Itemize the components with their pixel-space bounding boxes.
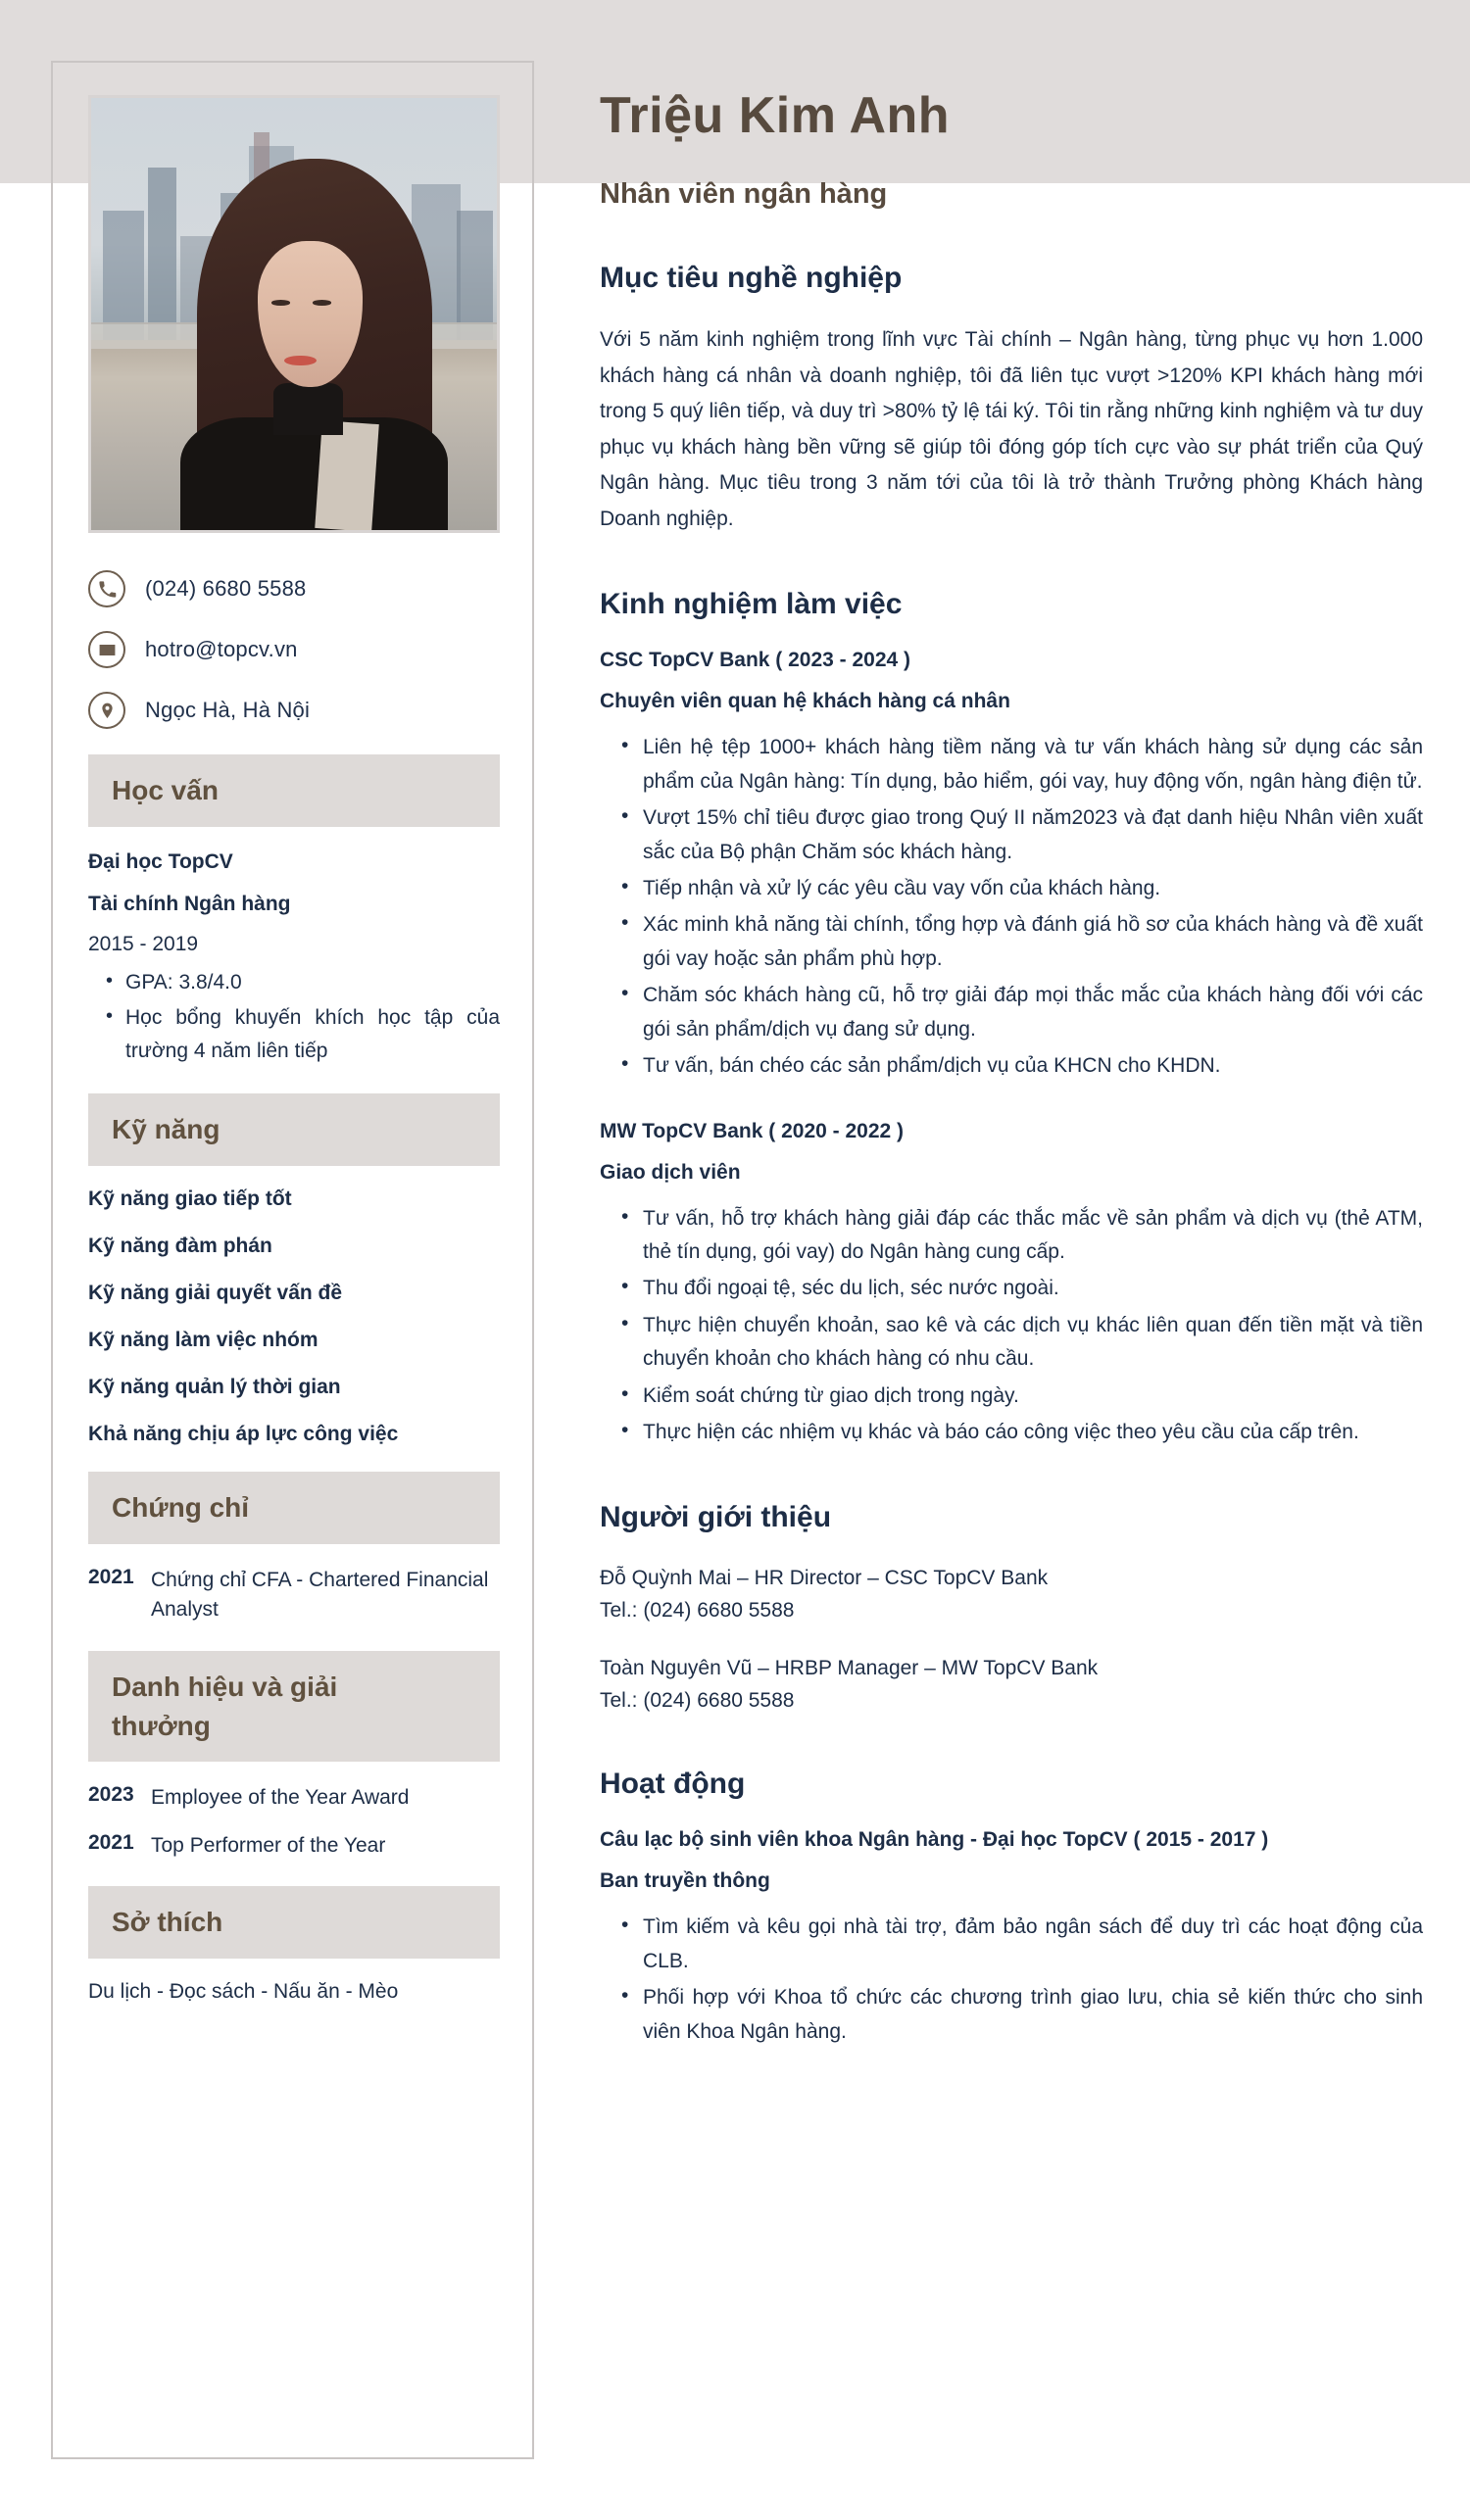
experience-job <box>600 649 1423 1083</box>
awards-body <box>88 1783 500 1861</box>
contact-email-text: hotro@topcv.vn <box>145 637 298 661</box>
section-references <box>600 1501 1423 1718</box>
list-item: • Thu đổi ngoại tệ, séc du lịch, séc nước ngoài. <box>621 1272 1423 1305</box>
job-position: Chuyên viên quan hệ khách hàng cá nhân <box>600 690 1010 713</box>
contact-phone-text: (024) 6680 5588 <box>145 576 307 601</box>
job-company: MW TopCV Bank ( 2020 - 2022 ) <box>600 1119 905 1142</box>
section-header-skills: Kỹ năng <box>88 1093 500 1166</box>
section-title-experience: Kinh nghiệm làm việc <box>600 588 903 621</box>
skyline-building <box>103 211 143 340</box>
award-row <box>88 1783 500 1813</box>
activity-bullets <box>621 1911 1423 2049</box>
certificate-year: 2021 <box>88 1565 134 1588</box>
list-item: • Tư vấn, bán chéo các sản phẩm/dịch vụ của KHCN cho KHDN. <box>621 1049 1423 1083</box>
job-bullets <box>621 1202 1423 1450</box>
portrait-turtleneck <box>273 383 342 435</box>
activity-org: Câu lạc bộ sinh viên khoa Ngân hàng - Đại học TopCV ( 2015 - 2017 ) <box>600 1828 1269 1852</box>
list-item: • Tư vấn, hỗ trợ khách hàng giải đáp các thắc mắc về sản phẩm và dịch vụ (thẻ ATM, thẻ tín dụng, gói vay) do Ngân hàng cung cấp. <box>621 1202 1423 1270</box>
section-header-certificates: Chứng chỉ <box>88 1472 500 1544</box>
activity-position: Ban truyền thông <box>600 1869 770 1893</box>
job-bullets <box>621 731 1423 1083</box>
award-year: 2023 <box>88 1783 134 1807</box>
list-item: • Thực hiện các nhiệm vụ khác và báo cáo công việc theo yêu cầu của cấp trên. <box>621 1416 1423 1449</box>
contact-email-row[interactable] <box>88 631 532 668</box>
section-experience <box>600 588 1423 1449</box>
objective-text: Với 5 năm kinh nghiệm trong lĩnh vực Tài chính – Ngân hàng, từng phục vụ hơn 1.000 khách hàng cá nhân và doanh nghiệp, tôi đã liên tục vượt >120% KPI khách hàng mới trong 5 quý liên tiếp, và duy trì >80% tỷ lệ tái ký. Tôi tin rằng những kinh nghiệm và tư duy phục vụ khách hàng bền vững sẽ giúp tôi đóng góp tích cực vào sự phát triển của Quý Ngân hàng. Mục tiêu trong 3 năm tới của tôi là trở thành Trưởng phòng Khách hàng Doanh nghiệp. <box>600 328 1423 530</box>
skill-item: Kỹ năng giao tiếp tốt <box>88 1187 292 1211</box>
education-years: 2015 - 2019 <box>88 933 199 956</box>
skill-item: Kỹ năng làm việc nhóm <box>88 1329 318 1352</box>
portrait-scarf <box>315 420 379 532</box>
job-title: Nhân viên ngân hàng <box>600 178 888 210</box>
education-body <box>88 848 500 1069</box>
skill-item: Khả năng chịu áp lực công việc <box>88 1423 399 1446</box>
award-row <box>88 1831 500 1861</box>
section-objective <box>600 262 1423 537</box>
list-item: • Liên hệ tệp 1000+ khách hàng tiềm năng và tư vấn khách hàng sử dụng các sản phẩm của Ngân hàng: Tín dụng, bảo hiểm, gói vay, huy động vốn, ngân hàng điện tử. <box>621 731 1423 799</box>
profile-photo <box>88 95 500 533</box>
section-title-references: Người giới thiệu <box>600 1500 832 1533</box>
certificate-text: Chứng chỉ CFA - Chartered Financial Analyst <box>151 1568 489 1622</box>
reference-name: Đỗ Quỳnh Mai – HR Director – CSC TopCV Bank <box>600 1566 1049 1589</box>
award-year: 2021 <box>88 1830 134 1854</box>
list-item: • Học bổng khuyến khích học tập của trường 4 năm liên tiếp <box>106 1001 500 1068</box>
hobbies-text: Du lịch - Đọc sách - Nấu ăn - Mèo <box>88 1979 399 2003</box>
section-title-objective: Mục tiêu nghề nghiệp <box>600 262 903 294</box>
section-title-activities: Hoạt động <box>600 1768 746 1801</box>
envelope-icon <box>88 631 125 668</box>
left-sidebar <box>51 61 534 2459</box>
list-item: • Phối hợp với Khoa tổ chức các chương trình giao lưu, chia sẻ kiến thức cho sinh viên Khoa Ngân hàng. <box>621 1981 1423 2049</box>
main-content <box>600 0 1423 2052</box>
section-header-hobbies: Sở thích <box>88 1886 500 1959</box>
section-activities <box>600 1768 1423 2049</box>
list-item: • Kiểm soát chứng từ giao dịch trong ngày. <box>621 1380 1423 1413</box>
skyline-building <box>457 211 493 340</box>
skill-item: Kỹ năng quản lý thời gian <box>88 1376 341 1399</box>
section-header-education: Học vấn <box>88 754 500 827</box>
portrait-eye <box>271 300 290 305</box>
reference-name: Toàn Nguyên Vũ – HRBP Manager – MW TopCV Bank <box>600 1656 1099 1679</box>
reference-tel: Tel.: (024) 6680 5588 <box>600 1598 795 1622</box>
list-item: • Tìm kiếm và kêu gọi nhà tài trợ, đảm bảo ngân sách để duy trì các hoạt động của CLB. <box>621 1911 1423 1978</box>
reference-entry <box>600 1562 1423 1626</box>
section-header-awards: Danh hiệu và giải thưởng <box>88 1651 500 1763</box>
skyline-building <box>148 168 176 340</box>
contact-address-row[interactable] <box>88 692 532 729</box>
list-item: • Xác minh khả năng tài chính, tổng hợp và đánh giá hồ sơ của khách hàng và đề xuất gói vay hoặc sản phẩm phù hợp. <box>621 908 1423 976</box>
list-item: • Vượt 15% chỉ tiêu được giao trong Quý II năm2023 và đạt danh hiệu Nhân viên xuất sắc của Bộ phận Chăm sóc khách hàng. <box>621 801 1423 869</box>
portrait-eye <box>313 300 331 305</box>
hobbies-body <box>88 1980 500 2004</box>
certificate-row <box>88 1566 500 1625</box>
job-company: CSC TopCV Bank ( 2023 - 2024 ) <box>600 649 911 672</box>
list-item: • Chăm sóc khách hàng cũ, hỗ trợ giải đáp mọi thắc mắc của khách hàng đối với các gói sản phẩm/dịch vụ đang sử dụng. <box>621 979 1423 1046</box>
location-pin-icon <box>88 692 125 729</box>
award-text: Top Performer of the Year <box>151 1833 386 1857</box>
reference-entry <box>600 1652 1423 1717</box>
reference-tel: Tel.: (024) 6680 5588 <box>600 1689 795 1713</box>
list-item: • Tiếp nhận và xử lý các yêu cầu vay vốn của khách hàng. <box>621 872 1423 905</box>
contact-address-text: Ngọc Hà, Hà Nội <box>145 698 311 722</box>
job-position: Giao dịch viên <box>600 1160 741 1184</box>
skill-item: Kỹ năng giải quyết vấn đề <box>88 1282 343 1305</box>
contact-list <box>88 570 532 729</box>
experience-job <box>600 1120 1423 1450</box>
skills-body <box>88 1187 500 1446</box>
contact-phone-row[interactable] <box>88 570 532 607</box>
list-item: • GPA: 3.8/4.0 <box>106 966 500 999</box>
phone-icon <box>88 570 125 607</box>
education-bullets <box>106 966 500 1068</box>
certificates-body <box>88 1566 500 1625</box>
page-title: Triệu Kim Anh <box>600 87 951 144</box>
list-item: • Thực hiện chuyển khoản, sao kê và các dịch vụ khác liên quan đến tiền mặt và tiền chuyển khoản cho khách hàng có nhu cầu. <box>621 1309 1423 1377</box>
award-text: Employee of the Year Award <box>151 1786 410 1810</box>
skill-item: Kỹ năng đàm phán <box>88 1235 272 1258</box>
education-school: Đại học TopCV <box>88 849 233 873</box>
education-major: Tài chính Ngân hàng <box>88 893 291 916</box>
